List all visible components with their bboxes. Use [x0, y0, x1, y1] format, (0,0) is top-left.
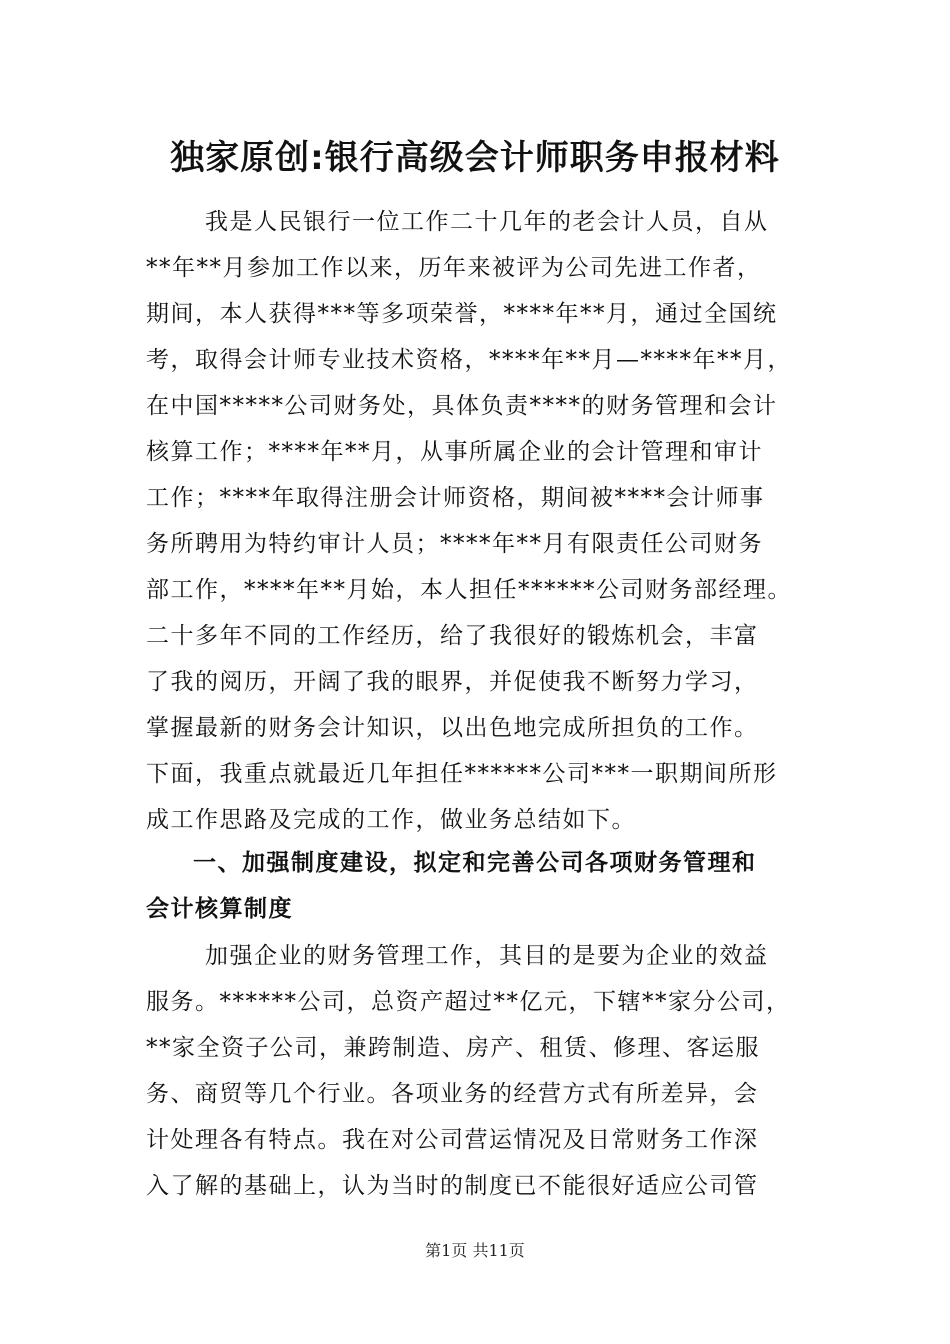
- text-line: 下面，我重点就最近几年担任******公司***一职期间所形: [146, 761, 778, 787]
- document-title: 独家原创:银行高级会计师职务申报材料: [170, 138, 780, 178]
- text-line: 工作；****年取得注册会计师资格，期间被****会计师事: [146, 485, 765, 511]
- text-line: 加强企业的财务管理工作，其目的是要为企业的效益: [205, 943, 769, 969]
- text-line: 成工作思路及完成的工作，做业务总结如下。: [146, 807, 636, 833]
- heading-line: 会计核算制度: [146, 896, 293, 922]
- text-line: 务、商贸等几个行业。各项业务的经营方式有所差异，会: [146, 1081, 759, 1107]
- text-line: 期间，本人获得***等多项荣誉，****年**月，通过全国统: [146, 301, 778, 327]
- text-line: 核算工作；****年**月，从事所属企业的会计管理和审计: [146, 439, 763, 465]
- text-line: 掌握最新的财务会计知识，以出色地完成所担负的工作。: [146, 715, 759, 741]
- text-line: 我是人民银行一位工作二十几年的老会计人员，自从: [205, 209, 769, 235]
- text-line: 了我的阅历，开阔了我的眼界，并促使我不断努力学习，: [146, 669, 759, 695]
- text-line: 务所聘用为特约审计人员；****年**月有限责任公司财务: [146, 531, 763, 557]
- text-line: **家全资子公司，兼跨制造、房产、租赁、修理、客运服: [146, 1035, 760, 1061]
- text-line: 二十多年不同的工作经历，给了我很好的锻炼机会，丰富: [146, 623, 759, 649]
- text-line: 部工作，****年**月始，本人担任******公司财务部经理。: [146, 577, 792, 603]
- page-number-footer: 第1页 共11页: [425, 1241, 525, 1260]
- text-line: 考，取得会计师专业技术资格，****年**月—****年**月，: [146, 347, 792, 373]
- text-line: 在中国*****公司财务处，具体负责****的财务管理和会计: [146, 393, 778, 419]
- heading-line: 一、加强制度建设，拟定和完善公司各项财务管理和: [193, 850, 757, 876]
- text-line: 入了解的基础上，认为当时的制度已不能很好适应公司管: [146, 1173, 759, 1199]
- text-line: 服务。******公司，总资产超过**亿元，下辖**家分公司，: [146, 989, 791, 1015]
- text-line: 计处理各有特点。我在对公司营运情况及日常财务工作深: [146, 1127, 759, 1153]
- text-line: **年**月参加工作以来，历年来被评为公司先进工作者，: [146, 255, 762, 281]
